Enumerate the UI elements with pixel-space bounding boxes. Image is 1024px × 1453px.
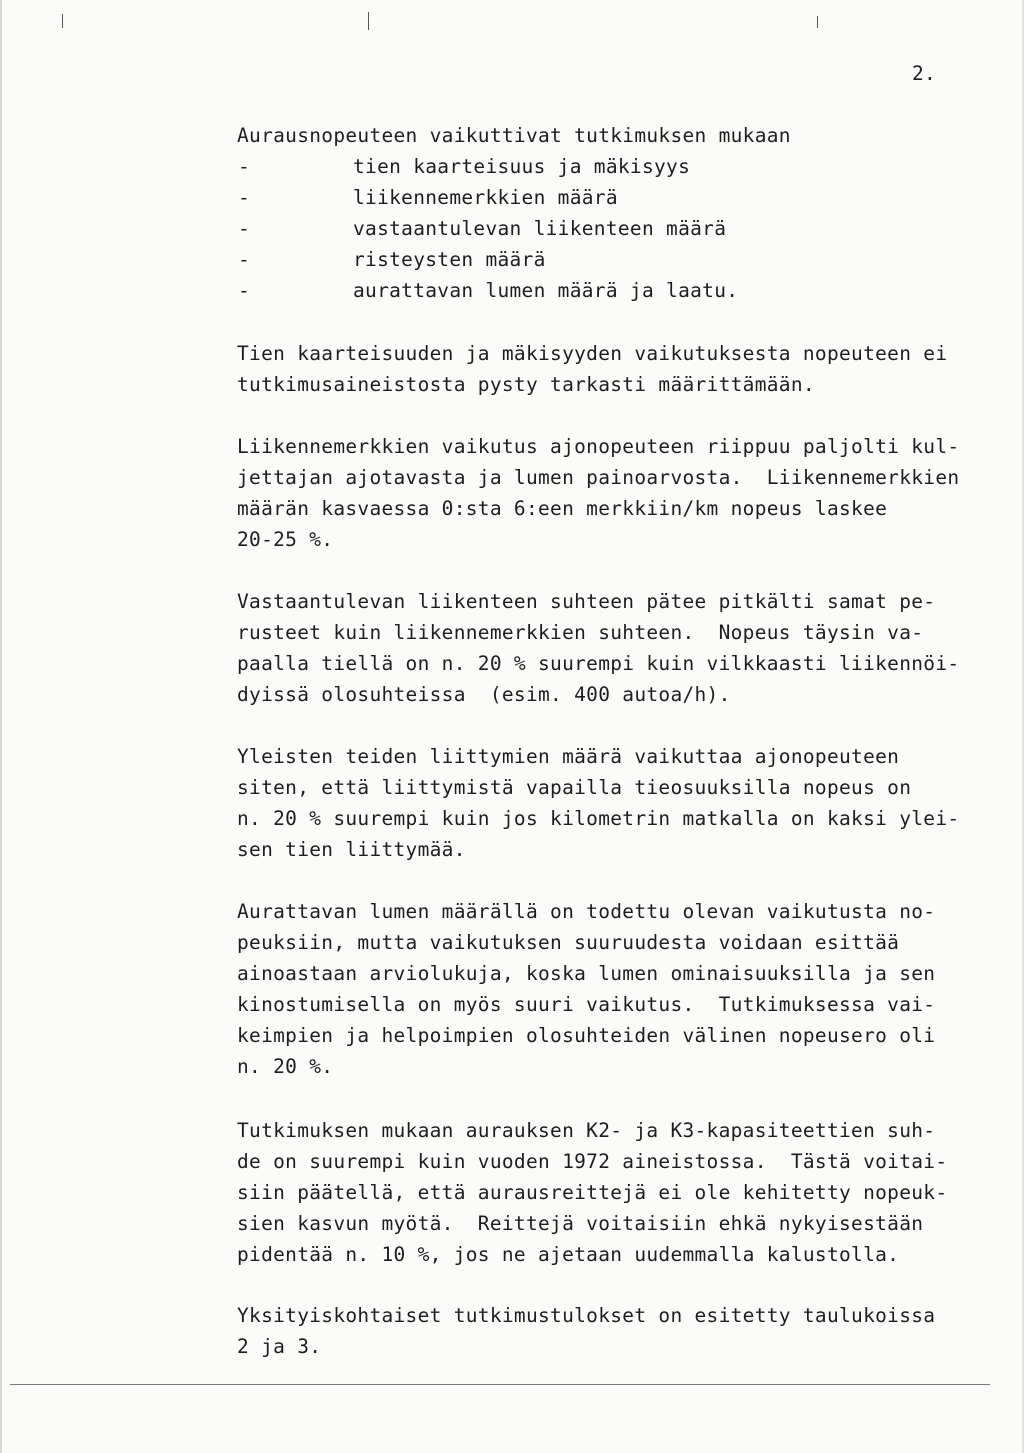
paragraph-line: määrän kasvaessa 0:sta 6:een merkkiin/km nopeus laskee — [237, 497, 888, 520]
paragraph-line: pidentää n. 10 %, jos ne ajetaan uudemmalla kalustolla. — [237, 1243, 900, 1266]
paragraph-line: Tien kaarteisuuden ja mäkisyyden vaikutuksesta nopeuteen ei — [237, 342, 948, 365]
intro-line: Aurausnopeuteen vaikuttivat tutkimuksen mukaan — [237, 124, 791, 147]
paragraph-line: siten, että liittymistä vapailla tieosuuksilla nopeus on — [237, 776, 912, 799]
paragraph-line: n. 20 %. — [237, 1055, 334, 1078]
paragraph-line: Tutkimuksen mukaan aurauksen K2- ja K3-kapasiteettien suh- — [237, 1119, 936, 1142]
list-item-text: aurattavan lumen määrä ja laatu. — [353, 279, 739, 302]
paragraph-line: jettajan ajotavasta ja lumen painoarvosta. Liikennemerkkien — [237, 466, 960, 489]
paragraph-line: Aurattavan lumen määrällä on todettu olevan vaikutusta no- — [237, 900, 936, 923]
list-bullet: - — [238, 248, 251, 271]
bottom-rule — [10, 1384, 990, 1385]
list-bullet: - — [238, 155, 251, 178]
paragraph-line: Yleisten teiden liittymien määrä vaikuttaa ajonopeuteen — [237, 745, 900, 768]
paragraph-line: kinostumisella on myös suuri vaikutus. Tutkimuksessa vai- — [237, 993, 936, 1016]
paragraph-line: 2 ja 3. — [237, 1335, 322, 1358]
paragraph-line: tutkimusaineistosta pysty tarkasti määrittämään. — [237, 373, 815, 396]
paragraph-line: dyissä olosuhteissa (esim. 400 autoa/h). — [237, 683, 731, 706]
paragraph-line: sien kasvun myötä. Reittejä voitaisiin ehkä nykyisestään — [237, 1212, 924, 1235]
edge-mark — [62, 14, 63, 28]
paragraph-line: ainoastaan arviolukuja, koska lumen ominaisuuksilla ja sen — [237, 962, 936, 985]
paragraph-line: Yksityiskohtaiset tutkimustulokset on esitetty taulukoissa — [237, 1304, 936, 1327]
list-item-text: risteysten määrä — [353, 248, 546, 271]
list-item-text: liikennemerkkien määrä — [353, 186, 618, 209]
paragraph-line: Liikennemerkkien vaikutus ajonopeuteen riippuu paljolti kul- — [237, 435, 960, 458]
page-number: 2. — [912, 62, 937, 85]
paragraph-line: siin päätellä, että aurausreittejä ei ole kehitetty nopeuk- — [237, 1181, 948, 1204]
paragraph-line: de on suurempi kuin vuoden 1972 aineistossa. Tästä voitai- — [237, 1150, 948, 1173]
list-item-text: tien kaarteisuus ja mäkisyys — [353, 155, 691, 178]
paragraph-line: rusteet kuin liikennemerkkien suhteen. Nopeus täysin va- — [237, 621, 924, 644]
paragraph-line: n. 20 % suurempi kuin jos kilometrin matkalla on kaksi ylei- — [237, 807, 960, 830]
paragraph-line: 20-25 %. — [237, 528, 334, 551]
list-item-text: vastaantulevan liikenteen määrä — [353, 217, 727, 240]
paragraph-line: keimpien ja helpoimpien olosuhteiden välinen nopeusero oli — [237, 1024, 936, 1047]
list-bullet: - — [238, 186, 251, 209]
paragraph-line: Vastaantulevan liikenteen suhteen pätee pitkälti samat pe- — [237, 590, 936, 613]
paragraph-line: peuksiin, mutta vaikutuksen suuruudesta voidaan esittää — [237, 931, 900, 954]
edge-mark — [817, 16, 818, 28]
list-bullet: - — [238, 279, 251, 302]
paragraph-line: sen tien liittymää. — [237, 838, 466, 861]
edge-mark — [368, 12, 369, 30]
list-bullet: - — [238, 217, 251, 240]
paragraph-line: paalla tiellä on n. 20 % suurempi kuin vilkkaasti liikennöi- — [237, 652, 960, 675]
